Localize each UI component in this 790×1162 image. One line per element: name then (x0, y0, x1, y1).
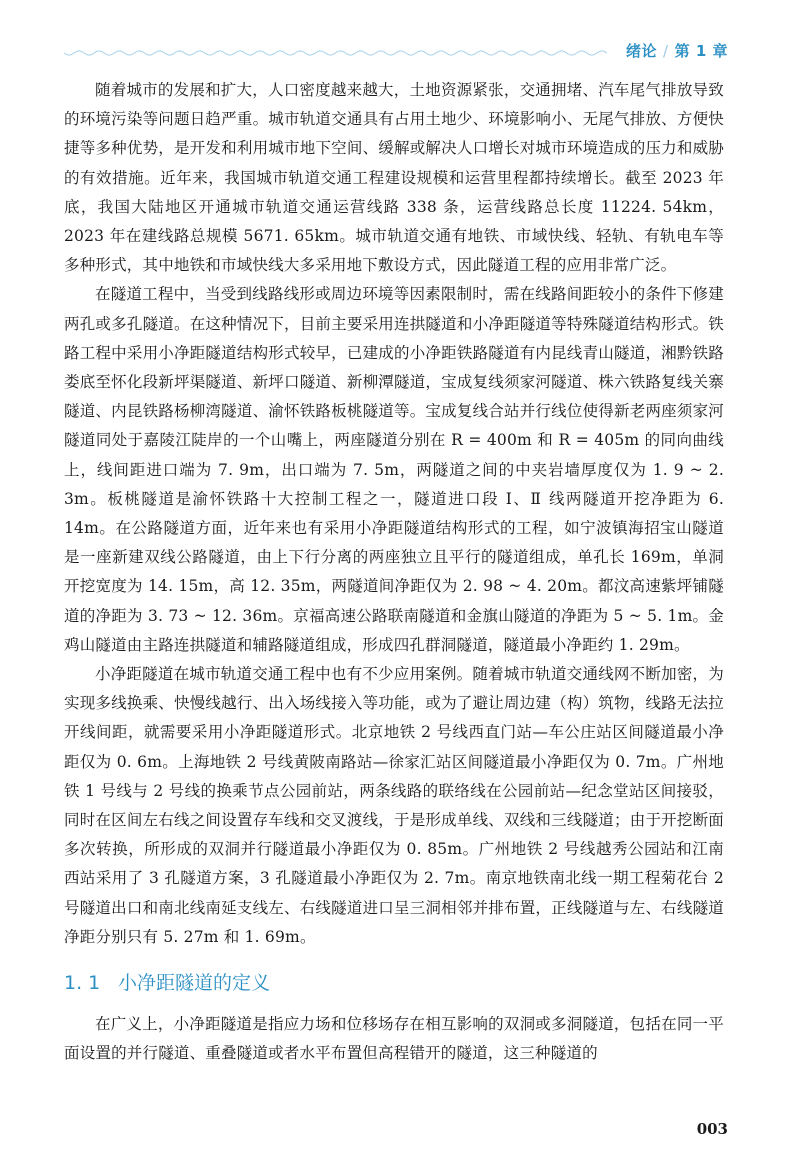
page-number: 003 (696, 1120, 728, 1138)
running-header (64, 40, 728, 66)
body-paragraph: 小净距隧道在城市轨道交通工程中也有不少应用案例。随着城市轨道交通线网不断加密，为实现多线换乘、快慢线越行、出入场线接入等功能，或为了避让周边建（构）筑物，线路无法拉开线间距，就需要采用小净距隧道形式。北京地铁 2 号线西直门站—车公庄站区间隧道最小净距仅为 0. 6m。上海地铁 2 号线黄陂南路站—徐家汇站区间隧道最小净距仅为 0. 7m。广州地铁 1 号线与 2 号线的换乘节点公园前站，两条线路的联络线在公园前站—纪念堂站区间接驳，同时在区间左右线之间设置存车线和交叉渡线，于是形成单线、双线和三线隧道；由于开挖断面多次转换，所形成的双洞并行隧道最小净距仅为 0. 85m。广州地铁 2 号线越秀公园站和江南西站采用了 3 孔隧道方案，3 孔隧道最小净距仅为 2. 7m。南京地铁南北线一期工程菊花台 2 号隧道出口和南北线南延支线左、右线隧道进口呈三洞相邻并排布置，正线隧道与左、右线隧道净距分别只有 5. 27m 和 1. 69m。 (64, 665, 724, 946)
section-heading (64, 968, 724, 998)
header-chapter-number: 第 1 章 (674, 42, 728, 60)
header-separator: / (663, 42, 669, 60)
header-section-name: 绪论 (626, 42, 658, 60)
chapter-label (626, 40, 728, 61)
section-number: 1. 1 (64, 972, 101, 995)
body-paragraph: 随着城市的发展和扩大，人口密度越来越大，土地资源紧张，交通拥堵、汽车尾气排放导致的环境污染等问题日趋严重。城市轨道交通具有占用土地少、环境影响小、无尾气排放、方便快捷等多种优势，是开发和利用城市地下空间、缓解或解决人口增长对城市环境造成的压力和威胁的有效措施。近年来，我国城市轨道交通工程建设规模和运营里程都持续增长。截至 2023 年底，我国大陆地区开通城市轨道交通运营线路 338 条，运营线路总长度 11224. 54km，2023 年在建线路总规模 5671. 65km。城市轨道交通有地铁、市域快线、轻轨、有轨电车等多种形式，其中地铁和市域快线大多采用地下敷设方式，因此隧道工程的应用非常广泛。 (64, 81, 724, 275)
body-paragraph: 在广义上，小净距隧道是指应力场和位移场存在相互影响的双洞或多洞隧道，包括在同一平面设置的并行隧道、重叠隧道或者水平布置但高程错开的隧道，这三种隧道的 (64, 1015, 724, 1063)
page-body (64, 76, 724, 1069)
body-paragraph: 在隧道工程中，当受到线路线形或周边环境等因素限制时，需在线路间距较小的条件下修建两孔或多孔隧道。在这种情况下，目前主要采用连拱隧道和小净距隧道等特殊隧道结构形式。铁路工程中采用小净距隧道结构形式较早，已建成的小净距铁路隧道有内昆线青山隧道，湘黔铁路娄底至怀化段新坪渠隧道、新坪口隧道、新柳潭隧道，宝成复线须家河隧道、株六铁路复线关寨隧道、内昆铁路杨柳湾隧道、渝怀铁路板桃隧道等。宝成复线合站并行线位使得新老两座须家河隧道同处于嘉陵江陡岸的一个山嘴上，两座隧道分别在 R = 400m 和 R = 405m 的同向曲线上，线间距进口端为 7. 9m，出口端为 7. 5m，两隧道之间的中夹岩墙厚度仅为 1. 9 ~ 2. 3m。板桃隧道是渝怀铁路十大控制工程之一，隧道进口段 Ⅰ、Ⅱ 线两隧道开挖净距为 6. 14m。在公路隧道方面，近年来也有采用小净距隧道结构形式的工程，如宁波镇海招宝山隧道是一座新建双线公路隧道，由上下行分离的两座独立且平行的隧道组成，单孔长 169m，单洞开挖宽度为 14. 15m，高 12. 35m，两隧道间净距仅为 2. 98 ~ 4. 20m。都汶高速紫坪铺隧道的净距为 3. 73 ~ 12. 36m。京福高速公路联南隧道和金旗山隧道的净距为 5 ~ 5. 1m。金鸡山隧道由主路连拱隧道和辅路隧道组成，形成四孔群洞隧道，隧道最小净距约 1. 29m。 (64, 285, 724, 654)
decorative-wave-line (64, 46, 609, 60)
section-title: 小净距隧道的定义 (118, 972, 271, 995)
